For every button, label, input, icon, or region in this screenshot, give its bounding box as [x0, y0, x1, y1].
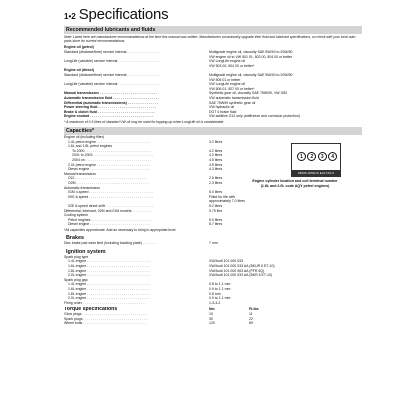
- spec-label: Automatic transmission fluid . . . . . . . . . . . . . . . . . . . . . . . .: [64, 95, 159, 100]
- diagram-caption: Engine cylinder location and coil terminal number (1.8L and 2.0L code AQY petrol engines): [252, 179, 338, 188]
- spec-label: Engine coolant . . . . . . . . . . . . . . . . . . . . . . . . . . . . . . . . .: [64, 114, 154, 119]
- spec-value: 5.0 litres: [209, 190, 223, 195]
- page-title: Specifications: [78, 6, 169, 23]
- ignition-heading: Ignition system: [66, 248, 106, 255]
- spec-value: 4.5 litres: [209, 162, 223, 167]
- spec-value: 4.3 litres: [209, 167, 223, 172]
- spec-label: Manual transmission . . . . . . . . . . . . . . . . . . . . . . . . . . . . . .: [64, 91, 158, 96]
- torque-col-ftlbs: Ft-lbs: [249, 307, 259, 312]
- diagram-code-strip: 36006-OPECS EA17A0.6: [292, 170, 340, 176]
- spec-label: Petrol engines . . . . . . . . . . . . . . . . . . . . . . . . . . . . . . .: [68, 217, 151, 222]
- torque-nm: 120: [209, 321, 215, 326]
- spec-label: Engine oil (petrol): [64, 45, 94, 50]
- spec-label: 1.6L engine . . . . . . . . . . . . . . . . . . . . . . . . . . . . . . . . .: [68, 286, 151, 291]
- spec-value: 5.0 litres: [209, 217, 223, 222]
- spec-label: 09G 6-speed . . . . . . . . . . . . . . . . . . . . . . . . . . . . . . . . .: [68, 194, 153, 199]
- torque-row: [64, 321, 362, 326]
- spec-row: [64, 301, 362, 306]
- capacities-heading: Capacities*: [64, 127, 362, 135]
- spec-label: Diesel engine . . . . . . . . . . . . . . . . . . . . . . . . . . . . . . .: [68, 167, 150, 172]
- spec-row: [64, 222, 264, 227]
- spec-label: 02E 6-speed direct shift . . . . . . . . . . . . . . . . . . . . . . . . .: [68, 204, 154, 209]
- spec-value: Multigrade engine oil, viscosity SAE 5W/40 to 20W/50: [209, 72, 293, 77]
- brakes-table: [64, 241, 362, 246]
- cylinder-number: 2: [307, 152, 316, 161]
- torque-ftlbs: 11: [249, 311, 253, 316]
- cylinder-number: 3: [318, 152, 327, 161]
- capacities-section: [64, 135, 362, 227]
- spec-value: 0.9 to 1.1 mm: [209, 296, 231, 301]
- spec-row: [64, 241, 362, 246]
- spec-value: VW 505 01 or better: [209, 77, 241, 82]
- spec-label: Cooling system: [64, 213, 88, 218]
- spec-label: Differential (automatic transmissions) . . . . . . . . . . . . . . . .: [64, 100, 158, 105]
- spec-label: LongLife (variable) service interval . . . . . . . . . . . . . . . . . . . . . .: [64, 59, 161, 64]
- spec-label: Brake & clutch fluid . . . . . . . . . . . . . . . . . . . . . . . . . . . . . .: [64, 109, 156, 114]
- torque-label: Spark plugs . . . . . . . . . . . . . . . . . . . . . . . . . . . . . . . . .: [64, 316, 147, 321]
- spec-label: Power steering fluid . . . . . . . . . . . . . . . . . . . . . . . . . . . . . .: [64, 105, 156, 110]
- cylinder-number: 4: [328, 152, 337, 161]
- spec-label: O2J . . . . . . . . . . . . . . . . . . . . . . . . . . . . . . . . . . . . .: [68, 176, 147, 181]
- cylinder-number: 1: [297, 152, 306, 161]
- spec-label: Engine oil (including filter): [64, 135, 105, 140]
- cylinder-diagram: [291, 143, 341, 177]
- torque-col-nm: Nm: [209, 307, 215, 312]
- spec-label: O2M . . . . . . . . . . . . . . . . . . . . . . . . . . . . . . . . . . . . .: [68, 181, 148, 186]
- spec-label: 1.8L engine . . . . . . . . . . . . . . . . . . . . . . . . . . . . . . . . .: [68, 291, 151, 296]
- torque-label: Wheel bolts . . . . . . . . . . . . . . . . . . . . . . . . . . . . . . . . .: [64, 321, 147, 326]
- spec-value: 4.2 litres: [209, 148, 223, 153]
- spec-value: VW hydraulic oil: [209, 105, 235, 110]
- cylinder-diagram-panel: [252, 135, 362, 227]
- spec-value: 5.7 litres: [209, 222, 223, 227]
- capacities-table: [64, 135, 264, 227]
- spec-label: 1.6L and 1.8L petrol engines: [68, 144, 113, 149]
- torque-ftlbs: 22: [249, 316, 253, 321]
- lubricants-note: Note: Listed here are manufacturer recommendations at the time this manual was written. Manufacturers occasionally upgrade their fluid and lubricant specifications, so check with your local auto parts store for current recommendations.: [64, 35, 356, 44]
- spec-value: VW/Audi 101 000 033: [209, 259, 244, 264]
- spec-label: 2.0L engine . . . . . . . . . . . . . . . . . . . . . . . . . . . . . . . . .: [68, 273, 151, 278]
- spec-value: VW LongLife engine oil: [209, 59, 245, 64]
- page-header: [64, 6, 362, 23]
- spec-label: Engine oil (diesel): [64, 68, 94, 73]
- spec-label: 1.4L petrol engine . . . . . . . . . . . . . . . . . . . . . . . . . . . .: [68, 139, 151, 144]
- spec-value: 4.2 litres: [209, 153, 223, 158]
- spec-value: 7 mm: [209, 241, 218, 246]
- spec-value: 0.9 to 1.1 mm: [209, 286, 231, 291]
- spec-label: 1.4L engine . . . . . . . . . . . . . . . . . . . . . . . . . . . . . . . . .: [68, 259, 151, 264]
- spec-label: Manual transmission: [64, 171, 97, 176]
- spec-value: VW 503 00, 504 00 or better*: [209, 63, 255, 68]
- spec-value: SAE 75W90 synthetic gear oil: [209, 100, 256, 105]
- spec-value: 2.6 litres: [209, 176, 223, 181]
- cylinder-circles: [297, 152, 337, 161]
- spec-value: Synthetic gear oil, viscosity SAE 75W/90, VW G50: [209, 91, 288, 96]
- spec-page: [64, 6, 362, 400]
- spec-label: Standard (distance/time) service interval . . . . . . . . . . . . . . . . .: [64, 72, 160, 77]
- spec-label: Spark plug gap: [64, 277, 88, 282]
- spec-label: 1.8L engine . . . . . . . . . . . . . . . . . . . . . . . . . . . . . . . . .: [68, 268, 151, 273]
- spec-value: approximately 7.0 litres: [209, 199, 245, 204]
- spec-value: VW/Audi 101 000 063 AA (PFR 6Q): [209, 268, 265, 273]
- spec-label: 1.6L engine . . . . . . . . . . . . . . . . . . . . . . . . . . . . . . . . .: [68, 263, 151, 268]
- spec-label: Diesel engine . . . . . . . . . . . . . . . . . . . . . . . . . . . . . . .: [68, 222, 150, 227]
- lubricants-heading: Recommended lubricants and fluids: [64, 26, 362, 34]
- spec-label: LongLife (variable) service interval . . . . . . . . . . . . . . . . . . . . . .: [64, 82, 161, 87]
- lubricants-footnote: * A maximum of 0.5 litres of standard VW oil may be used for topping-up when LongLife oil is unobtainable: [64, 119, 224, 124]
- spec-value: VW automatic transmission fluid: [209, 95, 259, 100]
- spec-label: 01M 4-speed . . . . . . . . . . . . . . . . . . . . . . . . . . . . . . . . .: [68, 190, 153, 195]
- ignition-table: [64, 255, 362, 306]
- spec-value: 4.5 litres: [209, 158, 223, 163]
- spec-label: 2.0L petrol engine . . . . . . . . . . . . . . . . . . . . . . . . . . . .: [68, 162, 151, 167]
- spec-label: 1.4L engine . . . . . . . . . . . . . . . . . . . . . . . . . . . . . . . . .: [68, 282, 151, 287]
- spec-label: 2.0L engine . . . . . . . . . . . . . . . . . . . . . . . . . . . . . . . . .: [68, 296, 151, 301]
- torque-ftlbs: 89: [249, 321, 253, 326]
- spec-value: VW engine oil to VW 501 01, 502 00, 504 00 or better: [209, 54, 293, 59]
- torque-nm: 30: [209, 316, 213, 321]
- spec-value: 2.3 litres: [209, 181, 223, 186]
- spec-label: 2004 on . . . . . . . . . . . . . . . . . . . . . . . . . . . . . . . . . .: [72, 158, 151, 163]
- torque-nm: 15: [209, 311, 213, 316]
- spec-label: Automatic transmission: [64, 185, 101, 190]
- spec-value: 1-3-4-2: [209, 300, 221, 305]
- spec-label: To 2000 . . . . . . . . . . . . . . . . . . . . . . . . . . . . . . . . . .: [72, 148, 151, 153]
- spec-label: Standard (distance/time) service interval . . . . . . . . . . . . . . . . .: [64, 50, 160, 54]
- spec-value: VW additive G12 only (antifreeze and corrosion protection): [209, 114, 300, 119]
- spec-row: [64, 114, 362, 119]
- lubricants-table: [64, 45, 362, 119]
- spec-value: VW/Audi 101 000 033 AA (BKR 6 ET-10): [209, 273, 273, 278]
- spec-label: Spark plug type: [64, 254, 89, 259]
- page-number: 1•2: [64, 12, 76, 21]
- spec-value: VW 506 01, 507 00 or better*: [209, 86, 255, 91]
- spec-value: 0.8 to 1.1 mm: [209, 282, 231, 287]
- spec-value: 0.75 litre: [209, 208, 223, 213]
- spec-value: DOT 4 brake fluid: [209, 109, 237, 114]
- torque-table: [64, 312, 362, 326]
- spec-value: 5.2 litres: [209, 204, 223, 209]
- spec-label: Firing order . . . . . . . . . . . . . . . . . . . . . . . . . . . . . . . . .: [64, 300, 147, 305]
- spec-value: VW/Audi 101 000 033 AA (BKUR 6 ET-10): [209, 263, 275, 268]
- capacities-footnote: *All capacities approximate. Add as necessary to bring to appropriate level.: [64, 227, 177, 232]
- spec-value: 3.2 litres: [209, 139, 223, 144]
- spec-value: Multigrade engine oil, viscosity SAE 5W/40 to 20W/50: [209, 50, 293, 54]
- spec-value: Filled for life with: [209, 194, 236, 199]
- spec-label: Disc brake pad wear limit (including backing plate) . . . . . . .: [64, 241, 156, 246]
- spec-label: Differential, lubricant, 02M and 01M models . . . . . . . . . .: [64, 208, 151, 213]
- spec-label: 2001 to 2003 . . . . . . . . . . . . . . . . . . . . . . . . . . . . . . .: [72, 153, 153, 158]
- spec-value: 0.8 mm: [209, 291, 221, 296]
- brakes-heading: Brakes: [66, 235, 84, 242]
- spec-value: VW LongLife engine oil: [209, 82, 245, 87]
- torque-heading: Torque specifications: [64, 307, 118, 312]
- torque-label: Glow plugs . . . . . . . . . . . . . . . . . . . . . . . . . . . . . . . . . .: [64, 311, 148, 316]
